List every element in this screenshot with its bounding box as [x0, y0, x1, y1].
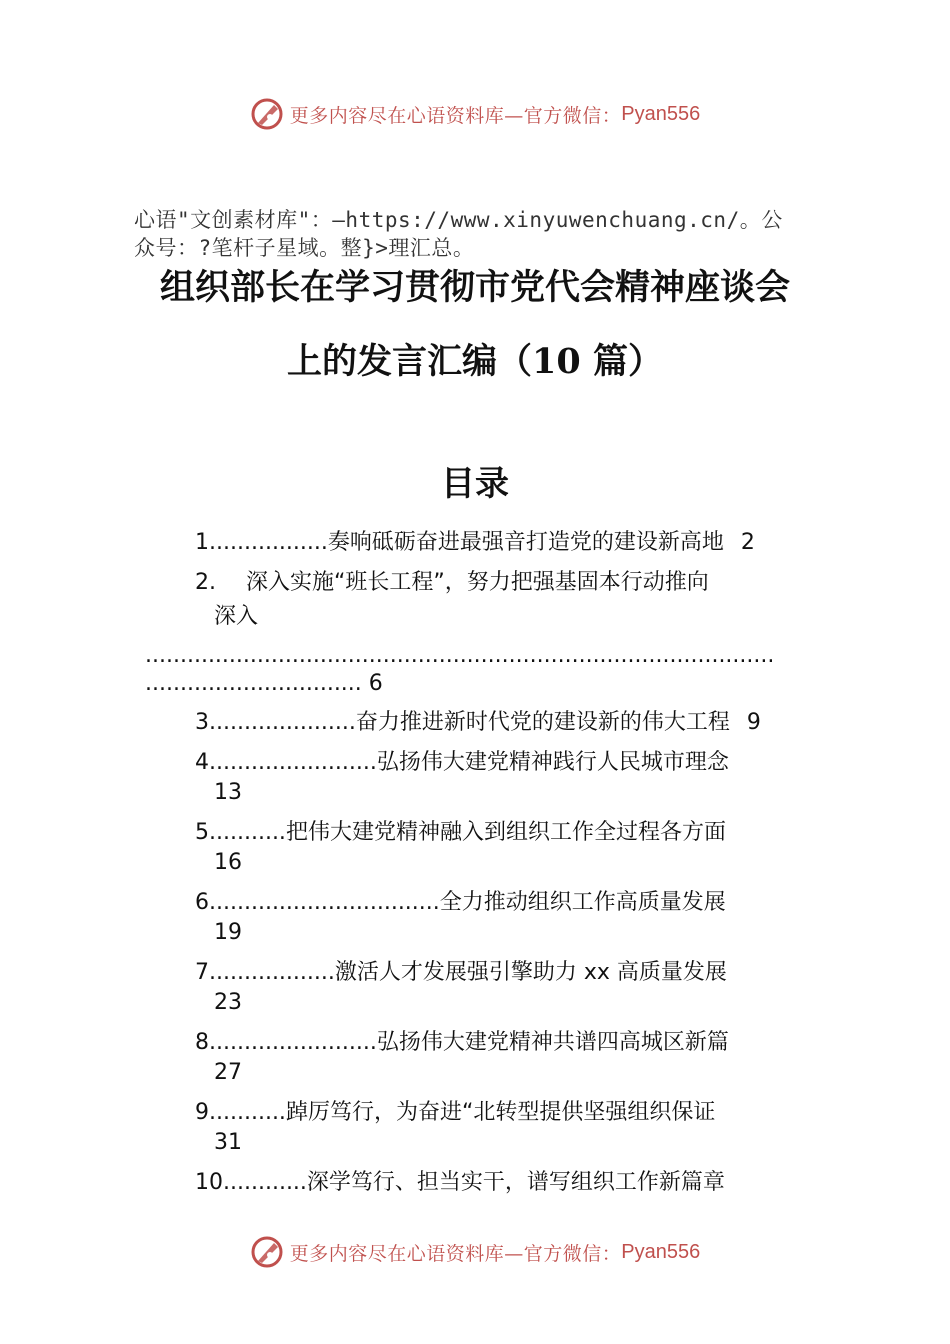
watermark-line-1: 心语"文创素材库"：—https://www.xinyuwenchuang.cn/。公: [134, 208, 783, 232]
toc-entry-page: 16: [214, 850, 242, 875]
banner-text: 更多内容尽在心语资料库—官方微信：: [289, 104, 622, 127]
toc-leader-dots: ...........: [209, 820, 286, 845]
banner-wechat-id: Pyan556: [621, 1240, 701, 1263]
banner-text: 更多内容尽在心语资料库—官方微信：: [289, 1242, 622, 1265]
toc-entry-title: 全力推动组织工作高质量发展: [439, 890, 726, 915]
toc-entry-number: 1: [195, 530, 209, 555]
document-title-line-1: 组织部长在学习贯彻市党代会精神座谈会: [159, 267, 790, 308]
toc-leader-dots: ........................: [209, 1030, 377, 1055]
toc-entry-page: 31: [214, 1130, 242, 1155]
document-title-line-2: 上的发言汇编（10 篇）: [287, 341, 663, 382]
toc-entry-number: 6: [195, 890, 209, 915]
toc-entry-number: 2.: [195, 570, 216, 595]
toc-leader-dots: ............: [223, 1170, 307, 1195]
toc-entry-title: 踔厉笃行，为奋进“北转型提供坚强组织保证: [285, 1100, 716, 1125]
pen-logo-icon: [250, 1235, 284, 1269]
toc-entry-title: 把伟大建党精神融入到组织工作全过程各方面: [285, 820, 726, 845]
toc-leader-dots: .....................: [209, 710, 356, 735]
toc-entry-page: 9: [746, 710, 761, 735]
toc-entry-page: 2: [740, 530, 755, 555]
toc-leader-dots: ..................: [209, 960, 335, 985]
toc-entry-page: 23: [214, 990, 242, 1015]
banner-wechat-id: Pyan556: [621, 102, 701, 125]
toc-entry-1[interactable]: [195, 528, 755, 558]
toc-entry-title: 弘扬伟大建党精神践行人民城市理念: [376, 750, 729, 775]
toc-entry-page: 6: [368, 671, 383, 696]
toc-entry-page: 13: [214, 780, 242, 805]
toc-entry-title: 奏响砥砺奋进最强音打造党的建设新高地: [327, 530, 724, 555]
toc-entry-number: 8: [195, 1030, 209, 1055]
toc-entry-page: 27: [214, 1060, 242, 1085]
toc-entry-title: 弘扬伟大建党精神共谱四高城区新篇: [376, 1030, 729, 1055]
header-banner: [0, 94, 950, 134]
watermark-line-2: 众号：?笔杆子星域。整}>理汇总。: [134, 236, 475, 260]
toc-entry-10[interactable]: [195, 1168, 725, 1198]
toc-entry-number: 5: [195, 820, 209, 845]
toc-leader-dots: .................................: [209, 890, 440, 915]
toc-leader-dots: .................: [209, 530, 328, 555]
toc-entry-page: 19: [214, 920, 242, 945]
pen-logo-icon: [250, 97, 284, 131]
toc-entry-number: 10: [195, 1170, 223, 1195]
toc-leader-dots: ...........: [209, 1100, 286, 1125]
toc-entry-number: 4: [195, 750, 209, 775]
toc-heading: 目录: [441, 464, 509, 504]
toc-entry-number: 3: [195, 710, 209, 735]
toc-entry-title: 奋力推进新时代党的建设新的伟大工程: [355, 710, 730, 735]
toc-entry-3[interactable]: [195, 708, 761, 738]
toc-leader-dots: ..........................................................................................: [145, 643, 775, 668]
toc-entry-title: 激活人才发展强引擎助力 xx 高质量发展: [334, 960, 727, 985]
toc-entry-title-cont: 深入: [214, 604, 259, 629]
toc-entry-title: 深入实施“班长工程”，努力把强基固本行动推向: [246, 570, 709, 595]
toc-entry-number: 7: [195, 960, 209, 985]
footer-banner: [0, 1232, 950, 1272]
toc-entry-number: 9: [195, 1100, 209, 1125]
watermark-text: [134, 206, 834, 262]
toc-leader-dots: ........................: [209, 750, 377, 775]
toc-entry-title: 深学笃行、担当实干，谱写组织工作新篇章: [306, 1170, 725, 1195]
toc-leader-dots: ...............................: [145, 671, 362, 696]
